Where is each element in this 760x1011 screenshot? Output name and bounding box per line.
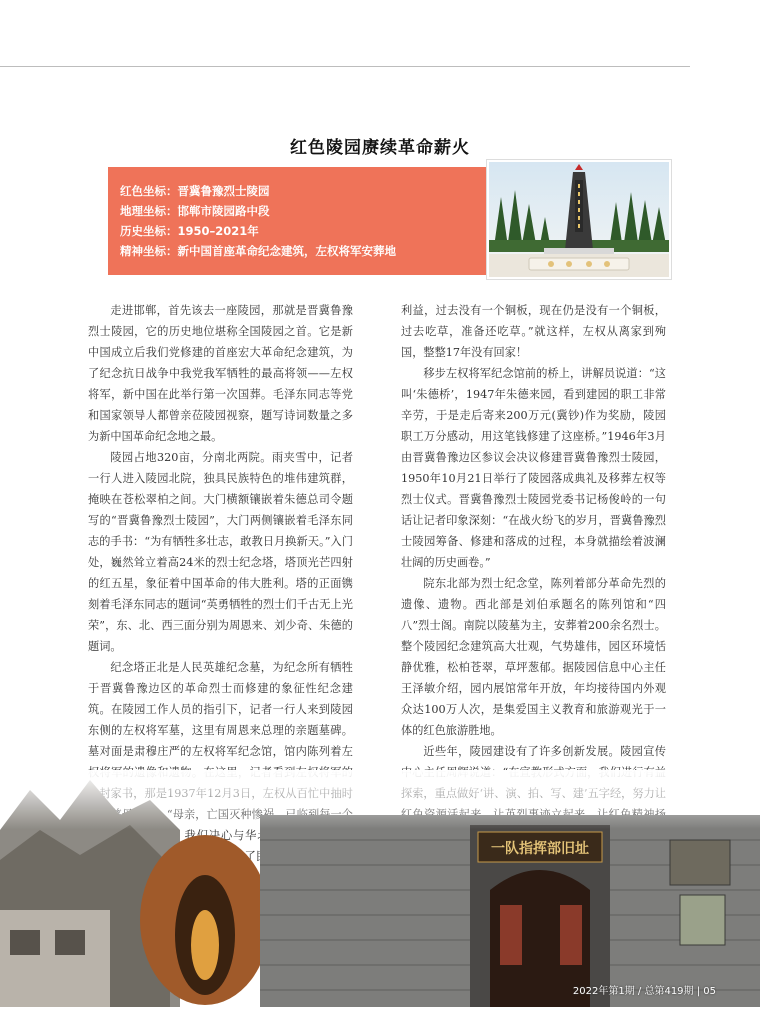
paragraph-continued: 利益，过去没有一个铜板，现在仍是没有一个铜板，过去吃草，准备还吃草。”就这样，左权从离家到殉国，整整17年没有回家！ bbox=[401, 304, 666, 359]
historic-site-illustration bbox=[0, 770, 760, 1007]
article-title: 红色陵园赓续革命薪火 bbox=[290, 138, 470, 158]
paragraph: 移步左权将军纪念馆前的桥上，讲解员说道：“这叫‘朱德桥’，1947年朱德来园，看到建园的职工非常辛劳，于是走后寄来200万元(冀钞)作为奖励，陵园职工万分感动，用这笔钱修建了这座桥。”1946年3月由晋冀鲁豫边区参议会决议修建晋冀鲁豫烈士陵园，1950年10月21日举行了陵园落成典礼及移葬左权等烈士仪式。晋冀鲁豫烈士陵园党委书记杨俊岭的一句话让记者印象深刻：“在战火纷飞的岁月，晋冀鲁豫烈士陵园筹备、修建和落成的过程，本身就描绘着波澜壮阔的历史画卷。” bbox=[401, 367, 666, 569]
paragraph: 陵园占地320亩，分南北两院。雨夹雪中，记者一行人进入陵园北院，独具民族特色的堆伟建筑群，掩映在苍松翠柏之间。大门横额镶嵌着朱德总司令题写的“晋冀鲁豫烈士陵园”，大门两侧镶嵌着毛泽东同志的手书：“为有牺牲多壮志，敢教日月换新天。”入门处，巍然耸立着高24米的烈士纪念塔，塔顶光芒四射的红五星，象征着中国革命的伟大胜利。塔的正面镌刻着毛泽东同志的题词“英勇牺牲的烈士们千古无上光荣”，东、北、西三面分别为周恩来、刘少奇、朱德的题词。 bbox=[88, 451, 353, 653]
info-history-coordinate: 历史坐标：1950–2021年 bbox=[120, 224, 259, 238]
info-geo-coordinate: 地理坐标：邯郸市陵园路中段 bbox=[120, 204, 270, 218]
paragraph: 院东北部为烈士纪念堂，陈列着部分革命先烈的遗像、遗物。西北部是刘伯承题名的陈列馆和“四八”烈士阁。南院以陵墓为主，安葬着200余名烈士。整个陵园纪念建筑高大壮观，气势雄伟，园区环境恬静优雅，松柏苍翠，草坪葱郁。据陵园信息中心主任王泽敏介绍，园内展馆常年开放，年均接待国内外观众达100万人次，是集爱国主义教育和旅游观光于一体的红色旅游胜地。 bbox=[401, 577, 666, 737]
info-red-coordinate: 红色坐标：晋冀鲁豫烈士陵园 bbox=[120, 184, 270, 198]
paragraph: 近些年，陵园建设有了许多创新发展。陵园宣传 bbox=[423, 745, 666, 758]
monument-illustration bbox=[489, 162, 669, 277]
bottom-photo bbox=[0, 770, 760, 1007]
monument-photo bbox=[487, 160, 671, 279]
column-right bbox=[401, 300, 666, 846]
page-footer: 2022年第1期 / 总第419期 | 05 bbox=[572, 986, 716, 997]
header-rule bbox=[0, 66, 690, 67]
paragraph: 走进邯郸，首先该去一座陵园，那就是晋冀鲁豫烈士陵园，它的历史地位堪称全国陵园之首。它是新中国成立后我们党修建的首座宏大革命纪念建筑，为了纪念抗日战争中我党我军牺牲的最高将领——左权将军，新中国在此举行第一次国葬。毛泽东同志等党和国家领导人都曾亲莅陵园视察，题写诗词数量之多为新中国革命纪念地之最。 bbox=[88, 304, 353, 443]
paragraph: 纪念塔正北是人民英雄纪念墓，为纪念所有牺牲于晋冀鲁豫边区的革命烈士而修建的象征性纪念建筑。在陵园工作人员的指引下，记者一行人来到陵园东侧的左权将军墓，这里有周恩来总理的亲题墓碑。墓对面是肃穆庄严的左权将军纪念馆，馆内陈列着左 bbox=[88, 661, 353, 758]
info-lines bbox=[120, 181, 396, 261]
info-spirit-coordinate: 精神坐标：新中国首座革命纪念建筑，左权将军安葬地 bbox=[120, 244, 396, 258]
